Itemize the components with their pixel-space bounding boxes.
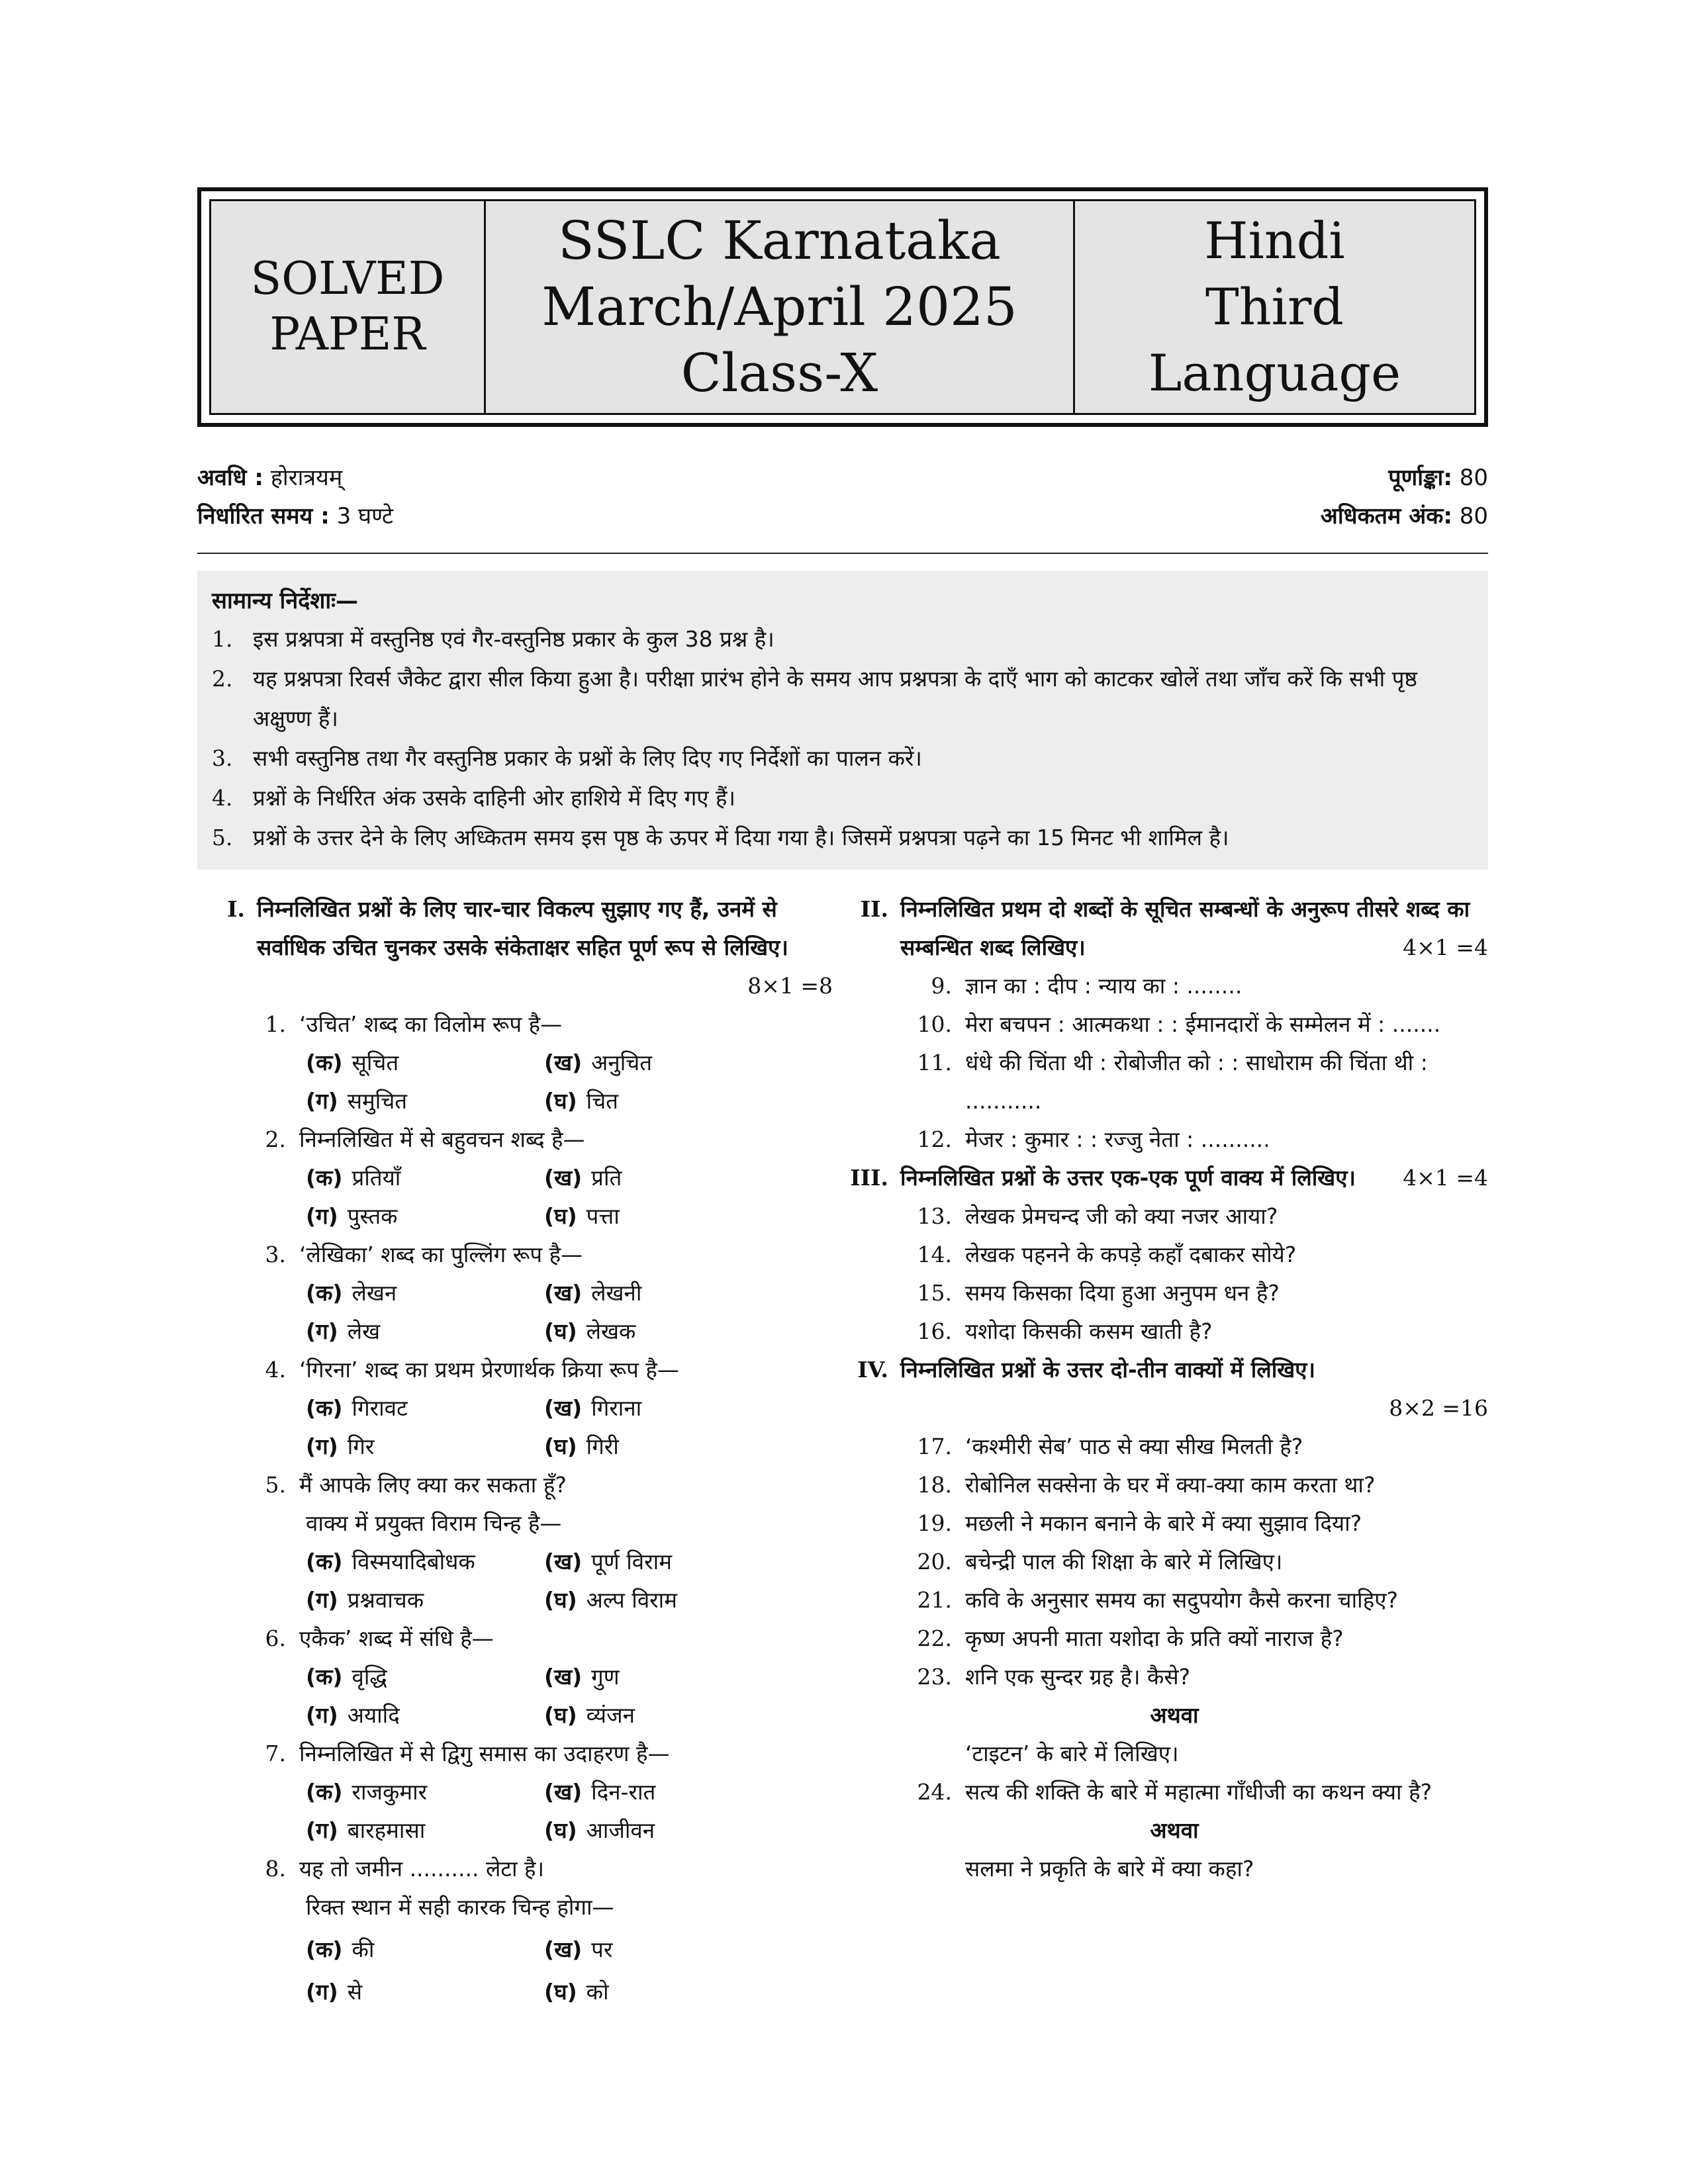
header-center-line: SSLC Karnataka xyxy=(558,210,1001,271)
section-instruction: निम्नलिखित प्रथम दो शब्दों के सूचित सम्बन्धों के अनुरूप तीसरे शब्द का सम्बन्धित शब्द लिखिए। xyxy=(900,896,1470,960)
options-row xyxy=(197,1312,833,1351)
alternate-question: सलमा ने प्रकृति के बारे में क्या कहा? xyxy=(965,1856,1254,1882)
options-row xyxy=(197,1581,833,1619)
instruction-number: 1. xyxy=(212,626,233,652)
option xyxy=(544,1658,620,1696)
max-marks-row xyxy=(1321,498,1488,535)
instruction-number: 2. xyxy=(212,666,233,692)
option-label: (क) xyxy=(306,1936,343,1962)
question-text: मैं आपके लिए क्या कर सकता हूँ? xyxy=(299,1472,567,1498)
question xyxy=(861,1543,1488,1581)
option-label: (घ) xyxy=(544,1817,577,1843)
duration-value: होरात्रयम् xyxy=(270,465,343,491)
option-label: (क) xyxy=(306,1280,343,1306)
option xyxy=(306,1428,544,1466)
option-text: गिरी xyxy=(586,1433,619,1459)
option-text: पुस्तक xyxy=(347,1203,398,1229)
question-number: 6. xyxy=(265,1625,286,1651)
instruction-text: प्रश्नों के निर्धरित अंक उसके दाहिनी ओर हाशिये में दिए गए हैं। xyxy=(253,785,736,811)
question xyxy=(861,1044,1488,1120)
question xyxy=(861,967,1488,1005)
question-number: 2. xyxy=(265,1126,286,1152)
question-text: ‘कश्मीरी सेब’ पाठ से क्या सीख मिलती है? xyxy=(965,1433,1303,1459)
options-row xyxy=(197,1973,833,2011)
option xyxy=(306,1931,544,1969)
option-label: (घ) xyxy=(544,1318,577,1344)
options-row xyxy=(197,1428,833,1466)
alternate-question: ‘टाइटन’ के बारे में लिखिए। xyxy=(965,1741,1179,1766)
question-text: यशोदा किसकी कसम खाती है? xyxy=(965,1318,1213,1344)
option-label: (क) xyxy=(306,1395,343,1421)
option xyxy=(544,1389,641,1428)
question xyxy=(197,1850,833,1888)
section-marks: 4×1 =4 xyxy=(1403,934,1488,960)
section-marks: 8×2 =16 xyxy=(1389,1395,1488,1421)
section-marks: 8×1 =8 xyxy=(747,973,833,999)
or-separator: अथवा xyxy=(1150,1817,1199,1843)
options-row xyxy=(197,1274,833,1312)
question-text: मछली ने मकान बनाने के बारे में क्या सुझाव दिया? xyxy=(965,1510,1362,1536)
options-row xyxy=(197,1543,833,1581)
option-label: (ग) xyxy=(306,1088,338,1114)
option-label: (ख) xyxy=(544,1936,583,1962)
section-text xyxy=(900,890,1488,967)
option-label: (घ) xyxy=(544,1088,577,1114)
question-text: ‘गिरना’ शब्द का प्रथम प्रेरणार्थक क्रिया रूप है— xyxy=(299,1357,679,1383)
option-text: से xyxy=(347,1979,363,2005)
option-label: (ख) xyxy=(544,1664,583,1690)
question-text: ‘लेखिका’ शब्द का पुल्लिंग रूप है— xyxy=(299,1242,583,1267)
question xyxy=(861,1005,1488,1044)
section-marks: 4×1 =4 xyxy=(1403,1165,1488,1191)
section-heading xyxy=(861,890,1488,967)
instruction-text: यह प्रश्नपत्रा रिवर्स जैकेट द्वारा सील किया हुआ है। परीक्षा प्रारंभ होने के समय आप प्रश्नपत्रा के दाएँ भाग को काटकर खोलें तथा जाँच करें कि सभी पृष्ठ अक्षुण्ण हैं। xyxy=(253,666,1417,731)
option-label: (घ) xyxy=(544,1979,577,2005)
instructions-box xyxy=(197,570,1488,870)
option-label: (क) xyxy=(306,1549,343,1574)
question xyxy=(197,1735,833,1773)
header-left-line: PAPER xyxy=(269,308,426,361)
question xyxy=(861,1197,1488,1236)
section-instruction: निम्नलिखित प्रश्नों के उत्तर एक-एक पूर्ण वाक्य में लिखिए। xyxy=(900,1165,1356,1191)
option-text: लेखक xyxy=(586,1318,636,1344)
option-label: (क) xyxy=(306,1050,343,1075)
header-center-cell xyxy=(486,201,1075,413)
section-number: IV. xyxy=(857,1357,888,1383)
option-text: विस्मयादिबोधक xyxy=(352,1549,475,1574)
option xyxy=(306,1389,544,1428)
header-box xyxy=(209,199,1476,415)
max-marks-value: 80 xyxy=(1459,503,1488,529)
header-right-cell xyxy=(1075,201,1474,413)
option-label: (ख) xyxy=(544,1549,583,1574)
question xyxy=(197,1236,833,1274)
divider xyxy=(197,553,1488,554)
instruction-text: इस प्रश्नपत्रा में वस्तुनिष्ठ एवं गैर-वस्तुनिष्ठ प्रकार के कुल 38 प्रश्न है। xyxy=(253,626,774,652)
question-number: 15. xyxy=(917,1280,952,1306)
option-label: (घ) xyxy=(544,1587,577,1613)
instruction-item xyxy=(212,659,1474,739)
option-text: गिराना xyxy=(591,1395,642,1421)
question xyxy=(197,1005,833,1044)
question xyxy=(197,1351,833,1389)
option xyxy=(306,1044,544,1082)
option-text: लेखनी xyxy=(591,1280,642,1306)
instruction-item xyxy=(212,739,1474,778)
option xyxy=(544,1773,655,1811)
instruction-number: 3. xyxy=(212,745,233,771)
option-label: (ख) xyxy=(544,1395,583,1421)
option xyxy=(306,1973,544,2011)
option xyxy=(544,1543,672,1581)
section-number: III. xyxy=(850,1165,888,1191)
question xyxy=(861,1619,1488,1658)
option-text: अल्प विराम xyxy=(586,1587,677,1613)
question xyxy=(861,1428,1488,1466)
question-text: निम्नलिखित में से बहुवचन शब्द है— xyxy=(299,1126,585,1152)
left-column xyxy=(197,890,833,2011)
question-number: 23. xyxy=(917,1664,952,1690)
instruction-number: 4. xyxy=(212,785,233,811)
question-subtext: रिक्त स्थान में सही कारक चिन्ह होगा— xyxy=(306,1894,614,1920)
option-text: अयादि xyxy=(347,1702,400,1728)
option xyxy=(544,1159,622,1197)
time-value: 3 घण्टे xyxy=(336,503,394,529)
option xyxy=(306,1197,544,1236)
option-text: आजीवन xyxy=(586,1817,655,1843)
options-row xyxy=(197,1696,833,1735)
section-heading xyxy=(197,890,833,1005)
option-text: प्रति xyxy=(591,1165,622,1191)
option-label: (घ) xyxy=(544,1433,577,1459)
options-row xyxy=(197,1159,833,1197)
question-text: मेरा बचपन : आत्मकथा : : ईमानदारों के सम्मेलन में : ....... xyxy=(965,1011,1441,1037)
question-number: 10. xyxy=(917,1011,952,1037)
question xyxy=(861,1773,1488,1811)
option xyxy=(306,1274,544,1312)
option xyxy=(544,1044,652,1082)
time-row xyxy=(197,498,393,535)
option xyxy=(306,1696,544,1735)
instruction-item xyxy=(212,619,1474,659)
options-row xyxy=(197,1811,833,1850)
option-label: (ख) xyxy=(544,1779,583,1805)
options-row xyxy=(197,1044,833,1082)
option xyxy=(544,1811,655,1850)
option-label: (ख) xyxy=(544,1050,583,1075)
question-number: 22. xyxy=(917,1625,952,1651)
question-number: 24. xyxy=(917,1779,952,1805)
header-center-line: Class-X xyxy=(680,342,878,404)
question xyxy=(861,1581,1488,1619)
option xyxy=(306,1773,544,1811)
option xyxy=(544,1581,677,1619)
option-text: पर xyxy=(591,1936,613,1962)
option xyxy=(306,1312,544,1351)
option xyxy=(544,1197,620,1236)
question-number: 21. xyxy=(917,1587,952,1613)
question xyxy=(861,1466,1488,1504)
option-label: (ग) xyxy=(306,1979,338,2005)
duration-row xyxy=(197,459,342,496)
question-number: 1. xyxy=(265,1011,286,1037)
header-right-line: Hindi xyxy=(1204,211,1345,270)
full-marks-row xyxy=(1388,459,1488,496)
question-number: 16. xyxy=(917,1318,952,1344)
question xyxy=(861,1504,1488,1543)
question-number: 3. xyxy=(265,1242,286,1267)
question-number: 5. xyxy=(265,1472,286,1498)
option xyxy=(544,1274,641,1312)
options-row xyxy=(197,1773,833,1811)
option-text: को xyxy=(586,1979,609,2005)
option-text: लेखन xyxy=(352,1280,397,1306)
question-number: 9. xyxy=(931,973,952,999)
option-label: (ग) xyxy=(306,1702,338,1728)
full-marks-value: 80 xyxy=(1459,465,1488,491)
option-label: (ग) xyxy=(306,1433,338,1459)
header-left-line: SOLVED xyxy=(250,253,445,305)
option xyxy=(306,1811,544,1850)
question xyxy=(197,1120,833,1159)
option-text: दिन-रात xyxy=(591,1779,656,1805)
question xyxy=(861,1658,1488,1696)
instruction-text: प्रश्नों के उत्तर देने के लिए अध्कितम समय इस पृष्ठ के ऊपर में दिया गया है। जिसमें प्रश्नपत्रा पढ़ने का 15 मिनट भी शामिल है। xyxy=(253,825,1229,850)
full-marks-label: पूर्णाङ्का: xyxy=(1388,465,1452,491)
question-text: लेखक पहनने के कपड़े कहाँ दबाकर सोये? xyxy=(965,1242,1297,1267)
question-number: 20. xyxy=(917,1549,952,1574)
question-text: ‘उचित’ शब्द का विलोम रूप है— xyxy=(299,1011,563,1037)
question-text: धंधे की चिंता थी : रोबोजीत को : : साधोराम की चिंता थी : ........... xyxy=(965,1050,1428,1114)
instructions-title: सामान्य निर्देशाः— xyxy=(212,588,359,614)
question-text: ज्ञान का : दीप : न्याय का : ........ xyxy=(965,973,1243,999)
option xyxy=(544,1931,612,1969)
question-text: मेजर : कुमार : : रज्जु नेता : .......... xyxy=(965,1126,1270,1152)
option-label: (ग) xyxy=(306,1203,338,1229)
question-number: 17. xyxy=(917,1433,952,1459)
header-center-line: March/April 2025 xyxy=(541,276,1017,338)
option xyxy=(306,1082,544,1120)
header-right-line: Third Language xyxy=(1148,277,1401,402)
option-text: वृद्धि xyxy=(352,1664,387,1690)
option-text: गिरावट xyxy=(352,1395,408,1421)
option xyxy=(544,1312,635,1351)
max-marks-label: अधिकतम अंक: xyxy=(1320,503,1452,529)
option-text: पत्ता xyxy=(586,1203,620,1229)
instruction-item xyxy=(212,778,1474,818)
question xyxy=(861,1120,1488,1159)
option-label: (क) xyxy=(306,1165,343,1191)
option-label: (घ) xyxy=(544,1702,577,1728)
option xyxy=(544,1082,618,1120)
instruction-number: 5. xyxy=(212,825,233,850)
section-text xyxy=(900,1159,1488,1197)
section-instruction: निम्नलिखित प्रश्नों के उत्तर दो-तीन वाक्यों में लिखिए। xyxy=(900,1357,1316,1383)
section-number: I. xyxy=(227,896,245,922)
option-text: समुचित xyxy=(347,1088,408,1114)
option-label: (क) xyxy=(306,1664,343,1690)
option xyxy=(306,1658,544,1696)
option-text: प्रतियाँ xyxy=(352,1165,401,1191)
section-heading xyxy=(850,1159,1488,1197)
header-left-cell xyxy=(211,201,486,413)
question-text: यह तो जमीन .......... लेटा है। xyxy=(299,1856,545,1882)
option-text: पूर्ण विराम xyxy=(591,1549,672,1574)
question-text: बचेन्द्री पाल की शिक्षा के बारे में लिखिए। xyxy=(965,1549,1283,1574)
question-number: 12. xyxy=(917,1126,952,1152)
options-row xyxy=(197,1082,833,1120)
question-text: कवि के अनुसार समय का सदुपयोग कैसे करना चाहिए? xyxy=(965,1587,1398,1613)
section-number: II. xyxy=(860,896,888,922)
question-number: 14. xyxy=(917,1242,952,1267)
question xyxy=(861,1312,1488,1351)
option-text: बारहमासा xyxy=(347,1817,426,1843)
question-text: रोबोनिल सक्सेना के घर में क्या-क्या काम करता था? xyxy=(965,1472,1376,1498)
question-text: सत्य की शक्ति के बारे में महात्मा गाँधीजी का कथन क्या है? xyxy=(965,1779,1432,1805)
section-heading xyxy=(857,1351,1488,1389)
option xyxy=(544,1696,635,1735)
question-number: 18. xyxy=(917,1472,952,1498)
options-row xyxy=(197,1389,833,1428)
option xyxy=(544,1973,609,2011)
option-text: लेख xyxy=(347,1318,381,1344)
options-row xyxy=(197,1197,833,1236)
question-number: 19. xyxy=(917,1510,952,1536)
question-number: 4. xyxy=(265,1357,286,1383)
instruction-text: सभी वस्तुनिष्ठ तथा गैर वस्तुनिष्ठ प्रकार के प्रश्नों के लिए दिए गए निर्देशों का पालन करें। xyxy=(253,745,922,771)
options-row xyxy=(197,1658,833,1696)
question xyxy=(861,1236,1488,1274)
time-label: निर्धारित समय : xyxy=(197,503,330,529)
option xyxy=(306,1581,544,1619)
question-text: निम्नलिखित में से द्विगु समास का उदाहरण है— xyxy=(299,1741,670,1766)
question-subtext: वाक्य में प्रयुक्त विराम चिन्ह है— xyxy=(306,1510,562,1536)
option-label: (ग) xyxy=(306,1817,338,1843)
option-label: (ग) xyxy=(306,1318,338,1344)
option xyxy=(544,1428,619,1466)
option xyxy=(306,1543,544,1581)
question-text: लेखक प्रेमचन्द जी को क्या नजर आया? xyxy=(965,1203,1278,1229)
option-text: चित xyxy=(586,1088,618,1114)
duration-label: अवधि : xyxy=(197,465,264,491)
question xyxy=(197,1466,833,1504)
question xyxy=(197,1619,833,1658)
question xyxy=(861,1274,1488,1312)
question-text: शनि एक सुन्दर ग्रह है। कैसे? xyxy=(965,1664,1191,1690)
option-label: (ग) xyxy=(306,1587,338,1613)
right-column xyxy=(850,890,1488,1888)
options-row xyxy=(197,1931,833,1969)
option-text: सूचित xyxy=(352,1050,399,1075)
question-text: समय किसका दिया हुआ अनुपम धन है? xyxy=(965,1280,1280,1306)
option-label: (घ) xyxy=(544,1203,577,1229)
option-text: गुण xyxy=(591,1664,620,1690)
option-label: (ख) xyxy=(544,1165,583,1191)
option-text: अनुचित xyxy=(591,1050,653,1075)
question-number: 11. xyxy=(917,1050,952,1075)
option-text: प्रश्नवाचक xyxy=(347,1587,424,1613)
question-text: कृष्ण अपनी माता यशोदा के प्रति क्यों नाराज है? xyxy=(965,1625,1344,1651)
option-text: की xyxy=(352,1936,375,1962)
option-text: राजकुमार xyxy=(352,1779,428,1805)
question-number: 7. xyxy=(265,1741,286,1766)
option-text: व्यंजन xyxy=(586,1702,635,1728)
section-instruction: निम्नलिखित प्रश्नों के लिए चार-चार विकल्प सुझाए गए हैं, उनमें से सर्वाधिक उचित चुनकर उसके संकेताक्षर सहित पूर्ण रूप से लिखिए। xyxy=(257,896,788,960)
option-label: (क) xyxy=(306,1779,343,1805)
section-text xyxy=(257,890,833,1005)
instruction-item xyxy=(212,818,1474,858)
option-text: गिर xyxy=(347,1433,375,1459)
option-label: (ख) xyxy=(544,1280,583,1306)
question-number: 13. xyxy=(917,1203,952,1229)
question-number: 8. xyxy=(265,1856,286,1882)
or-separator: अथवा xyxy=(1150,1702,1199,1728)
question-text: एकैक’ शब्द में संधि है— xyxy=(299,1625,494,1651)
option xyxy=(306,1159,544,1197)
